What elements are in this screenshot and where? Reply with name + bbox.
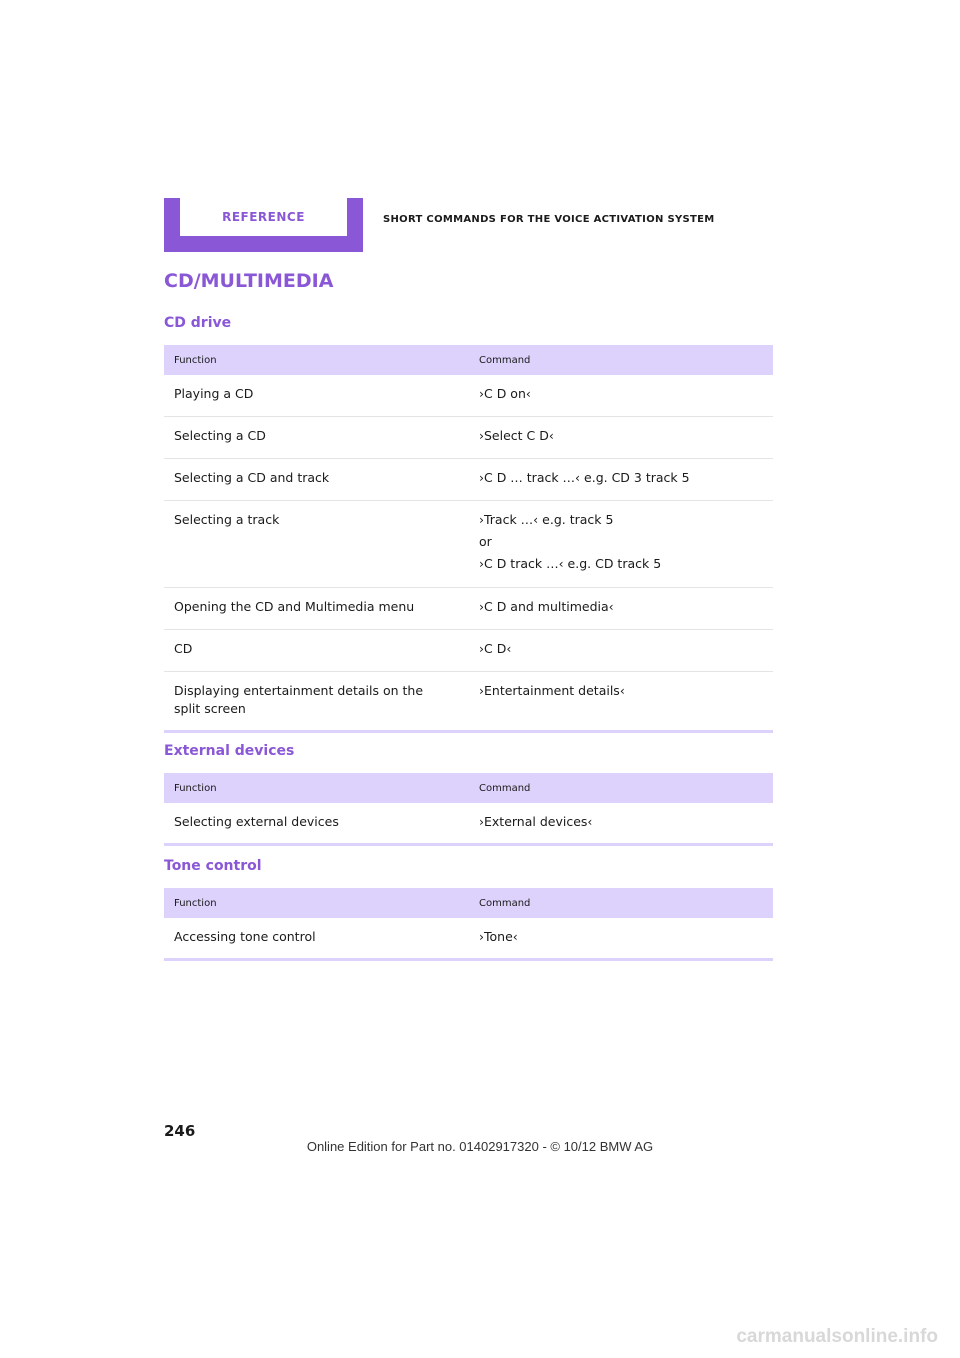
command-text: ›Track …‹ e.g. track 5	[479, 512, 614, 527]
function-cell: Opening the CD and Multimedia menu	[174, 599, 415, 614]
function-cell: Displaying entertainment details on the split screen	[174, 683, 424, 716]
column-header-command: Command	[479, 354, 531, 366]
command-text: ›C D and multimedia‹	[479, 599, 614, 614]
column-header-command: Command	[479, 897, 531, 909]
edition-footer: Online Edition for Part no. 01402917320 - © 10/12 BMW AG	[306, 1139, 654, 1154]
tone-control-table	[164, 888, 773, 961]
column-header-function: Function	[174, 782, 217, 794]
page-title: CD/MULTIMEDIA	[164, 270, 334, 292]
command-cell	[479, 459, 773, 500]
table-row	[164, 501, 773, 588]
section-tab	[164, 198, 363, 252]
function-cell: CD	[174, 641, 193, 656]
table-row	[164, 803, 773, 843]
command-text: ›C D … track …‹ e.g. CD 3 track 5	[479, 470, 690, 485]
section-heading-external-devices: External devices	[164, 743, 295, 759]
table-row	[164, 918, 773, 958]
command-text: ›External devices‹	[479, 814, 593, 829]
table-row	[164, 588, 773, 630]
section-heading-tone-control: Tone control	[164, 858, 262, 874]
command-cell	[479, 803, 773, 843]
command-cell	[479, 501, 773, 587]
command-text: ›C D on‹	[479, 386, 531, 401]
column-header-function: Function	[174, 897, 217, 909]
command-cell	[479, 630, 773, 671]
table-row	[164, 630, 773, 672]
table-header	[164, 345, 773, 375]
running-title: SHORT COMMANDS FOR THE VOICE ACTIVATION SYSTEM	[383, 214, 715, 225]
command-cell	[479, 417, 773, 458]
command-text: ›Select C D‹	[479, 428, 554, 443]
command-cell	[479, 672, 773, 730]
command-text: ›Entertainment details‹	[479, 683, 625, 698]
command-text: ›C D track …‹ e.g. CD track 5	[479, 556, 662, 571]
table-bottom-rule	[164, 958, 773, 961]
command-text: ›Tone‹	[479, 929, 518, 944]
function-cell: Selecting a track	[174, 512, 280, 527]
table-row	[164, 417, 773, 459]
section-heading-cd-drive: CD drive	[164, 315, 232, 331]
column-header-command: Command	[479, 782, 531, 794]
column-header-function: Function	[174, 354, 217, 366]
command-cell	[479, 588, 773, 629]
page-number: 246	[164, 1122, 196, 1140]
watermark: carmanualsonline.info	[736, 1326, 938, 1347]
table-header	[164, 888, 773, 918]
command-cell	[479, 918, 773, 958]
section-tab-label: REFERENCE	[180, 198, 347, 236]
command-text: or	[479, 534, 492, 549]
table-bottom-rule	[164, 730, 773, 733]
command-cell	[479, 375, 773, 416]
table-row	[164, 459, 773, 501]
function-cell: Selecting a CD	[174, 428, 266, 443]
function-cell: Playing a CD	[174, 386, 254, 401]
table-row	[164, 672, 773, 730]
command-text: ›C D‹	[479, 641, 512, 656]
function-cell: Selecting a CD and track	[174, 470, 330, 485]
function-cell: Accessing tone control	[174, 929, 316, 944]
table-header	[164, 773, 773, 803]
table-bottom-rule	[164, 843, 773, 846]
external-devices-table	[164, 773, 773, 846]
function-cell: Selecting external devices	[174, 814, 339, 829]
table-row	[164, 375, 773, 417]
cd-drive-table	[164, 345, 773, 733]
